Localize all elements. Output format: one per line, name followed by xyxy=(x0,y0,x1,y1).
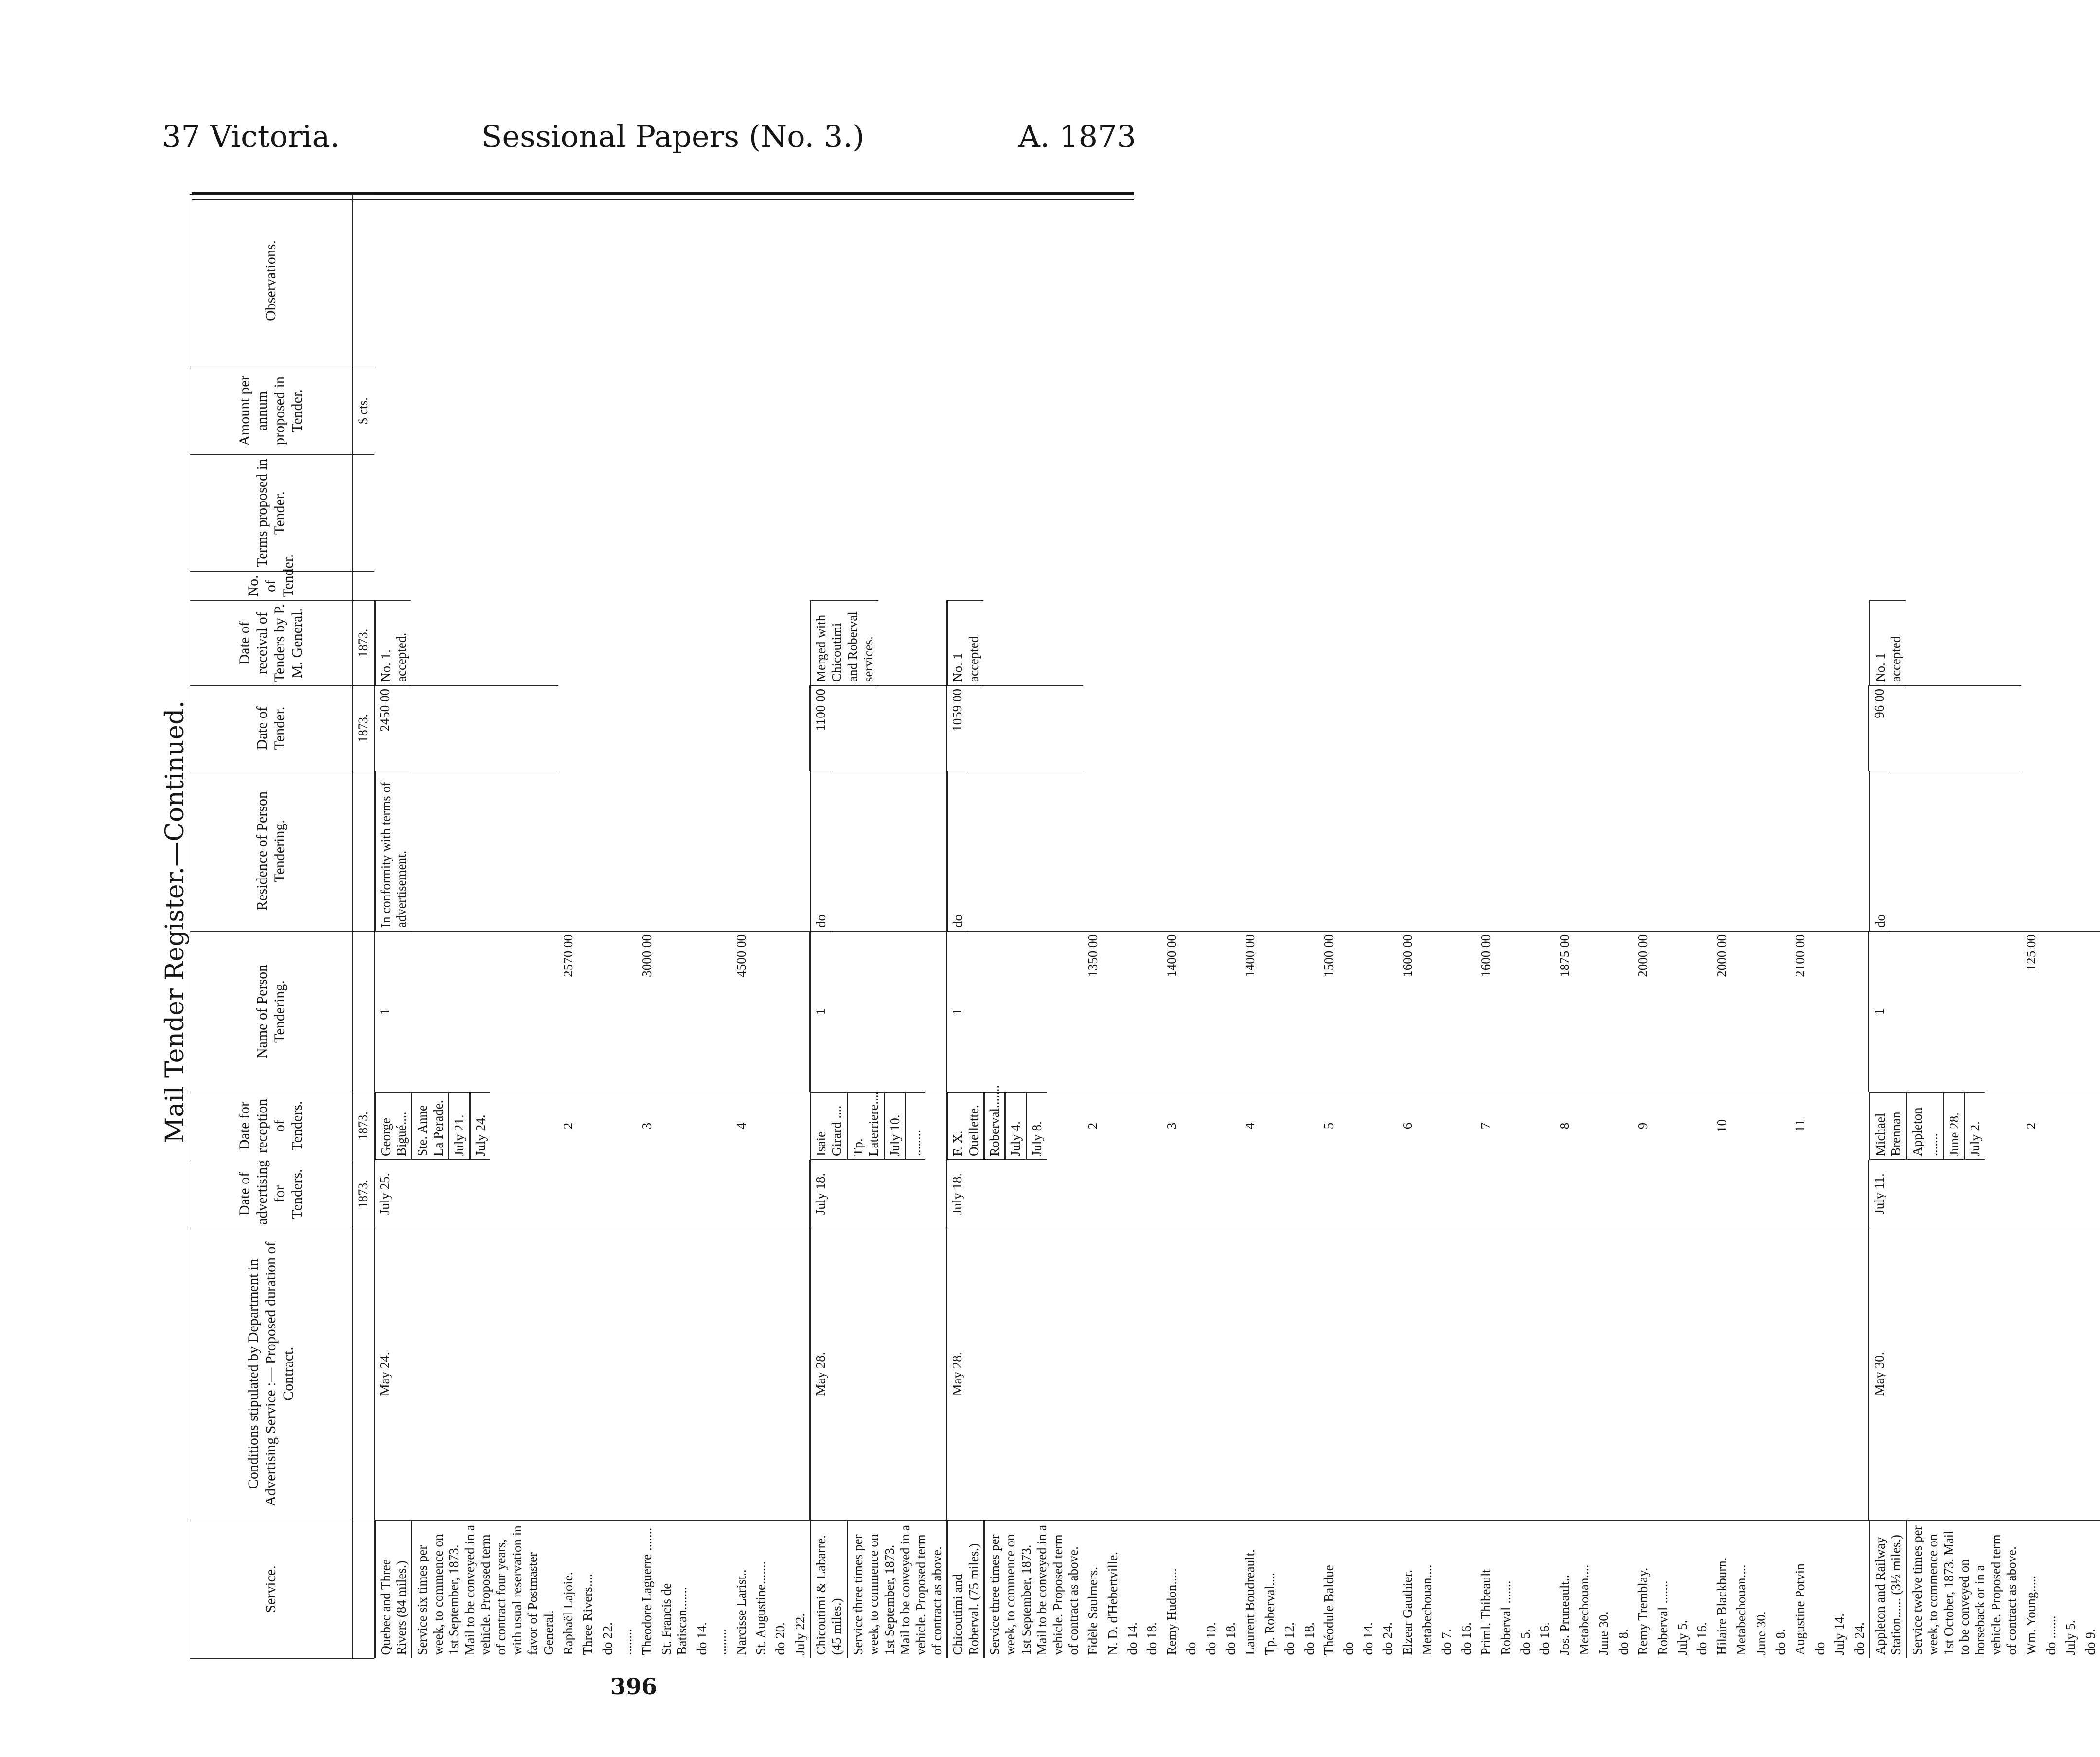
tender-date-cell: do 14. xyxy=(692,1520,712,1659)
amount-cell: 1400 00 xyxy=(1240,932,1319,1092)
col-observations: Observations. xyxy=(190,195,353,367)
amount-cell: 1600 00 xyxy=(1398,932,1477,1092)
tender-no-cell: 1 xyxy=(1869,932,2022,1092)
residence-cell: Metabechouan.... xyxy=(1574,1520,1594,1659)
units-year: 1873. xyxy=(352,686,374,771)
tenderer-name-cell: Narcisse Larist.. xyxy=(731,1520,751,1659)
col-conditions: Conditions stipulated by Department in Advertising Service :— Proposed duration of Contract. xyxy=(190,1228,353,1520)
col-tender-no: No. of Tender. xyxy=(190,572,353,601)
tender-date-cell: July 10. xyxy=(884,1092,905,1160)
tender-date-cell: June 28. xyxy=(1943,1092,1964,1160)
residence-cell: Tp. Laterriere.... xyxy=(847,1092,884,1160)
conditions-cell: Service three times per week, to commence on 1st September, 1873. Mail to be conveyed in a vehicle. Proposed term of contract as above. xyxy=(983,1520,1083,1659)
tender-no-cell: 2 xyxy=(558,1092,637,1160)
observations-cell: No. 1. accepted. xyxy=(374,601,411,686)
conditions-cell: Service three times per week, to commence on 1st September, 1873. Mail to be conveyed in a vehicle. Proposed term of contract as above. xyxy=(847,1520,946,1659)
residence-cell: Three Rivers.... xyxy=(578,1520,597,1659)
amount-cell: 1100 00 xyxy=(810,686,946,771)
observations-cell: No. 1 accepted xyxy=(946,601,983,686)
tender-no-cell: 1 xyxy=(374,932,558,1092)
residence-cell: Metabechouan.... xyxy=(1731,1520,1751,1659)
receival-date-cell: do 24. xyxy=(1378,1520,1397,1659)
tender-date-cell: do 14. xyxy=(1358,1520,1378,1659)
receival-date-cell: ........ xyxy=(905,1092,925,1160)
units-year: 1873. xyxy=(352,601,374,686)
table-row xyxy=(374,195,558,1659)
tenderer-name-cell: Theodore Laguerre ....... xyxy=(637,1520,657,1659)
amount-cell: 2000 00 xyxy=(1712,932,1791,1092)
residence-cell: St. Augustine....... xyxy=(751,1520,770,1659)
receival-date-cell: do 9. xyxy=(2081,1520,2100,1659)
receival-date-cell: do 18. xyxy=(1221,1520,1240,1659)
tenderer-name-cell: Michael Brennan xyxy=(1869,1092,1906,1160)
receival-date-cell: July 22. xyxy=(790,1520,810,1659)
observations-cell: No. 1 accepted xyxy=(1869,601,1906,686)
col-amount: Amount per annum proposed in Tender. xyxy=(190,367,353,455)
units-cell xyxy=(352,1228,374,1520)
tender-date-cell: July 14. xyxy=(1830,1520,1849,1659)
tender-date-cell: do 12. xyxy=(1280,1520,1299,1659)
residence-cell: Metabechouan.... xyxy=(1417,1520,1437,1659)
residence-cell: Ste. Anne La Perade. xyxy=(411,1092,448,1160)
receival-date-cell: do 8. xyxy=(1771,1520,1790,1659)
residence-cell: do ....... xyxy=(2041,1520,2061,1659)
tender-date-cell: do 7. xyxy=(1437,1520,1456,1659)
tender-no-cell: 1 xyxy=(946,932,1083,1092)
col-date-reception: Date for reception of Tenders. xyxy=(190,1092,353,1160)
date-reception-cell: July 11. xyxy=(1869,1160,2100,1228)
tenderer-name-cell: Théodule Baldue xyxy=(1319,1520,1338,1659)
tender-no-cell: 3 xyxy=(1162,1092,1241,1160)
receival-date-cell: July 8. xyxy=(1026,1092,1047,1160)
tender-no-cell: 11 xyxy=(1790,1092,1869,1160)
service-cell: Quebec and Three Rivers (84 miles.) xyxy=(374,1520,411,1659)
date-advertising-cell: May 28. xyxy=(810,1228,946,1520)
receival-date-cell: do 16. xyxy=(1535,1520,1554,1659)
tenderer-name-cell: Jos. Pruneault.. xyxy=(1555,1520,1574,1659)
units-cell xyxy=(352,572,374,601)
tender-no-cell: 5 xyxy=(1319,1092,1398,1160)
amount-cell: 1875 00 xyxy=(1555,932,1634,1092)
col-date-receival: Date of receival of Tenders by P. M. General. xyxy=(190,601,353,686)
residence-cell: Roberval ....... xyxy=(1496,1520,1515,1659)
receival-date-cell: ........ xyxy=(617,1520,637,1659)
page-number: 396 xyxy=(610,1673,658,1700)
tenderer-name-cell: Remy Hudon..... xyxy=(1162,1520,1181,1659)
amount-cell: 1350 00 xyxy=(1083,932,1162,1092)
date-advertising-cell: May 24. xyxy=(374,1228,810,1520)
tenderer-name-cell: F. X. Ouellette. xyxy=(946,1092,983,1160)
amount-cell: 125 00 xyxy=(2021,932,2100,1092)
amount-cell: 96 00 xyxy=(1869,686,2022,771)
tenderer-name-cell: Isaie Girard .... xyxy=(810,1092,847,1160)
tender-no-cell: 2 xyxy=(1083,1092,1162,1160)
residence-cell: do xyxy=(1338,1520,1358,1659)
tender-date-cell: July 21. xyxy=(448,1092,469,1160)
header-year: A. 1873 xyxy=(1018,119,1136,154)
tender-date-cell: July 4. xyxy=(1004,1092,1025,1160)
units-cell xyxy=(352,771,374,932)
receival-date-cell: July 24. xyxy=(469,1092,490,1160)
col-service: Service. xyxy=(190,1520,353,1659)
col-residence: Residence of Person Tendering. xyxy=(190,771,353,932)
units-cell xyxy=(352,932,374,1092)
receival-date-cell: do 8. xyxy=(1614,1520,1633,1659)
receival-date-cell: July 2. xyxy=(1964,1092,1985,1160)
tenderer-name-cell: Priml. Thibeault xyxy=(1476,1520,1495,1659)
tenderer-name-cell: Wm. Young..... xyxy=(2021,1520,2041,1659)
observations-cell: Merged with Chicoutimi and Roberval services. xyxy=(810,601,878,686)
terms-cell: do xyxy=(1869,771,1890,931)
residence-cell: do xyxy=(1181,1520,1201,1659)
amount-cell: 2100 00 xyxy=(1790,932,1869,1092)
amount-cell: 3000 00 xyxy=(637,932,731,1092)
tender-no-cell: 7 xyxy=(1476,1092,1555,1160)
tender-no-cell: 9 xyxy=(1633,1092,1712,1160)
col-date-tender: Date of Tender. xyxy=(190,686,353,771)
terms-cell: do xyxy=(810,771,831,931)
units-year: 1873. xyxy=(352,1092,374,1160)
tender-date-cell: June 30. xyxy=(1594,1520,1613,1659)
table-title: Mail Tender Register.—Continued. xyxy=(160,700,190,1143)
tender-date-cell: June 30. xyxy=(1751,1520,1771,1659)
table-row xyxy=(946,195,1083,1659)
tender-date-cell: July 5. xyxy=(2061,1520,2080,1659)
amount-cell: 2570 00 xyxy=(558,932,637,1092)
amount-cell: 2000 00 xyxy=(1633,932,1712,1092)
tender-date-cell: do 22. xyxy=(598,1520,617,1659)
units-cell xyxy=(352,195,374,367)
date-reception-cell: July 25. xyxy=(374,1160,810,1228)
units-cell xyxy=(352,1520,374,1659)
amount-cell: 2450 00 xyxy=(374,686,558,771)
residence-cell: N. D. d'Hebertville. xyxy=(1103,1520,1122,1659)
conditions-cell: Service twelve times per week, to commence on 1st October, 1873. Mail to be conveyed on horseback or in a vehicle. Proposed term of contract as above. xyxy=(1906,1520,2022,1659)
tender-date-cell: July 5. xyxy=(1673,1520,1692,1659)
table-row xyxy=(1869,195,2022,1659)
terms-cell: do xyxy=(946,771,967,931)
tender-no-cell: 3 xyxy=(637,1092,731,1160)
tenderer-name-cell: Hilaire Blackburn. xyxy=(1712,1520,1731,1659)
residence-cell: Tp. Roberval.... xyxy=(1260,1520,1280,1659)
col-terms: Terms proposed in Tender. xyxy=(190,455,353,572)
tender-no-cell: 4 xyxy=(731,1092,810,1160)
residence-cell: Roberval ....... xyxy=(1653,1520,1673,1659)
tender-date-cell: do 14. xyxy=(1122,1520,1142,1659)
tenderer-name-cell: Laurent Boudreault. xyxy=(1240,1520,1260,1659)
amount-cell: 1400 00 xyxy=(1162,932,1241,1092)
units-cell xyxy=(352,455,374,572)
header-title: Sessional Papers (No. 3.) xyxy=(481,119,865,154)
receival-date-cell: do 24. xyxy=(1850,1520,1869,1659)
residence-cell: do xyxy=(1810,1520,1830,1659)
residence-cell: St. Francis de Batiscan....... xyxy=(657,1520,692,1659)
units-year: 1873. xyxy=(352,1160,374,1228)
receival-date-cell: do 18. xyxy=(1142,1520,1161,1659)
units-currency: $ cts. xyxy=(352,367,374,455)
receival-date-cell: do 16. xyxy=(1692,1520,1711,1659)
tenderer-name-cell: Fidèle Saulmers. xyxy=(1083,1520,1103,1659)
tender-date-cell: do 10. xyxy=(1201,1520,1221,1659)
tenderer-name-cell: Elzear Gauthier. xyxy=(1398,1520,1417,1659)
receival-date-cell: do 16. xyxy=(1457,1520,1476,1659)
conditions-cell: Service six times per week, to commence on 1st September, 1873. Mail to be conveyed in a vehicle. Proposed term of contract four years, with usual reservation in favor of Postmaster General. xyxy=(411,1520,558,1659)
residence-cell: Appleton ....... xyxy=(1906,1092,1943,1160)
receival-date-cell: ........ xyxy=(712,1520,731,1659)
date-advertising-cell: May 30. xyxy=(1869,1228,2100,1520)
receival-date-cell: do 18. xyxy=(1299,1520,1319,1659)
tender-no-cell: 2 xyxy=(2021,1092,2100,1160)
tenderer-name-cell: Raphaël Lajoie. xyxy=(558,1520,578,1659)
service-cell: Chicoutimi & Labarre. (45 miles.) xyxy=(810,1520,847,1659)
amount-cell: 1500 00 xyxy=(1319,932,1398,1092)
table-row xyxy=(810,195,946,1659)
header-volume: 37 Victoria. xyxy=(162,119,340,154)
service-cell: Chicoutimi and Roberval. (75 miles.) xyxy=(946,1520,983,1659)
tender-no-cell: 6 xyxy=(1398,1092,1477,1160)
col-date-advertising: Date of advertising for Tenders. xyxy=(190,1160,353,1228)
amount-cell: 1600 00 xyxy=(1476,932,1555,1092)
residence-cell: Roberval....... xyxy=(983,1092,1004,1160)
tender-no-cell: 10 xyxy=(1712,1092,1791,1160)
tenderer-name-cell: George Bigué.... xyxy=(374,1092,411,1160)
tender-no-cell: 1 xyxy=(810,932,946,1092)
date-reception-cell: July 18. xyxy=(946,1160,1869,1228)
units-row xyxy=(352,195,374,1659)
amount-cell: 1059 00 xyxy=(946,686,1083,771)
tender-no-cell: 4 xyxy=(1240,1092,1319,1160)
service-cell: Appleton and Railway Station...... (3½ miles.) xyxy=(1869,1520,1906,1659)
tender-no-cell: 8 xyxy=(1555,1092,1634,1160)
date-reception-cell: July 18. xyxy=(810,1160,946,1228)
rotated-table-wrapper xyxy=(190,195,2098,1659)
tenderer-name-cell: Remy Tremblay. xyxy=(1633,1520,1653,1659)
col-name: Name of Person Tendering. xyxy=(190,932,353,1092)
terms-cell: In conformity with terms of advertisement. xyxy=(374,771,411,931)
mail-tender-table xyxy=(190,194,2100,1659)
amount-cell: 4500 00 xyxy=(731,932,810,1092)
table-body xyxy=(352,195,2100,1659)
tenderer-name-cell: Augustine Potvin xyxy=(1790,1520,1810,1659)
date-advertising-cell: May 28. xyxy=(946,1228,1869,1520)
tender-date-cell: do 20. xyxy=(770,1520,790,1659)
header-row xyxy=(190,195,353,1659)
tender-date-cell: do 5. xyxy=(1515,1520,1535,1659)
